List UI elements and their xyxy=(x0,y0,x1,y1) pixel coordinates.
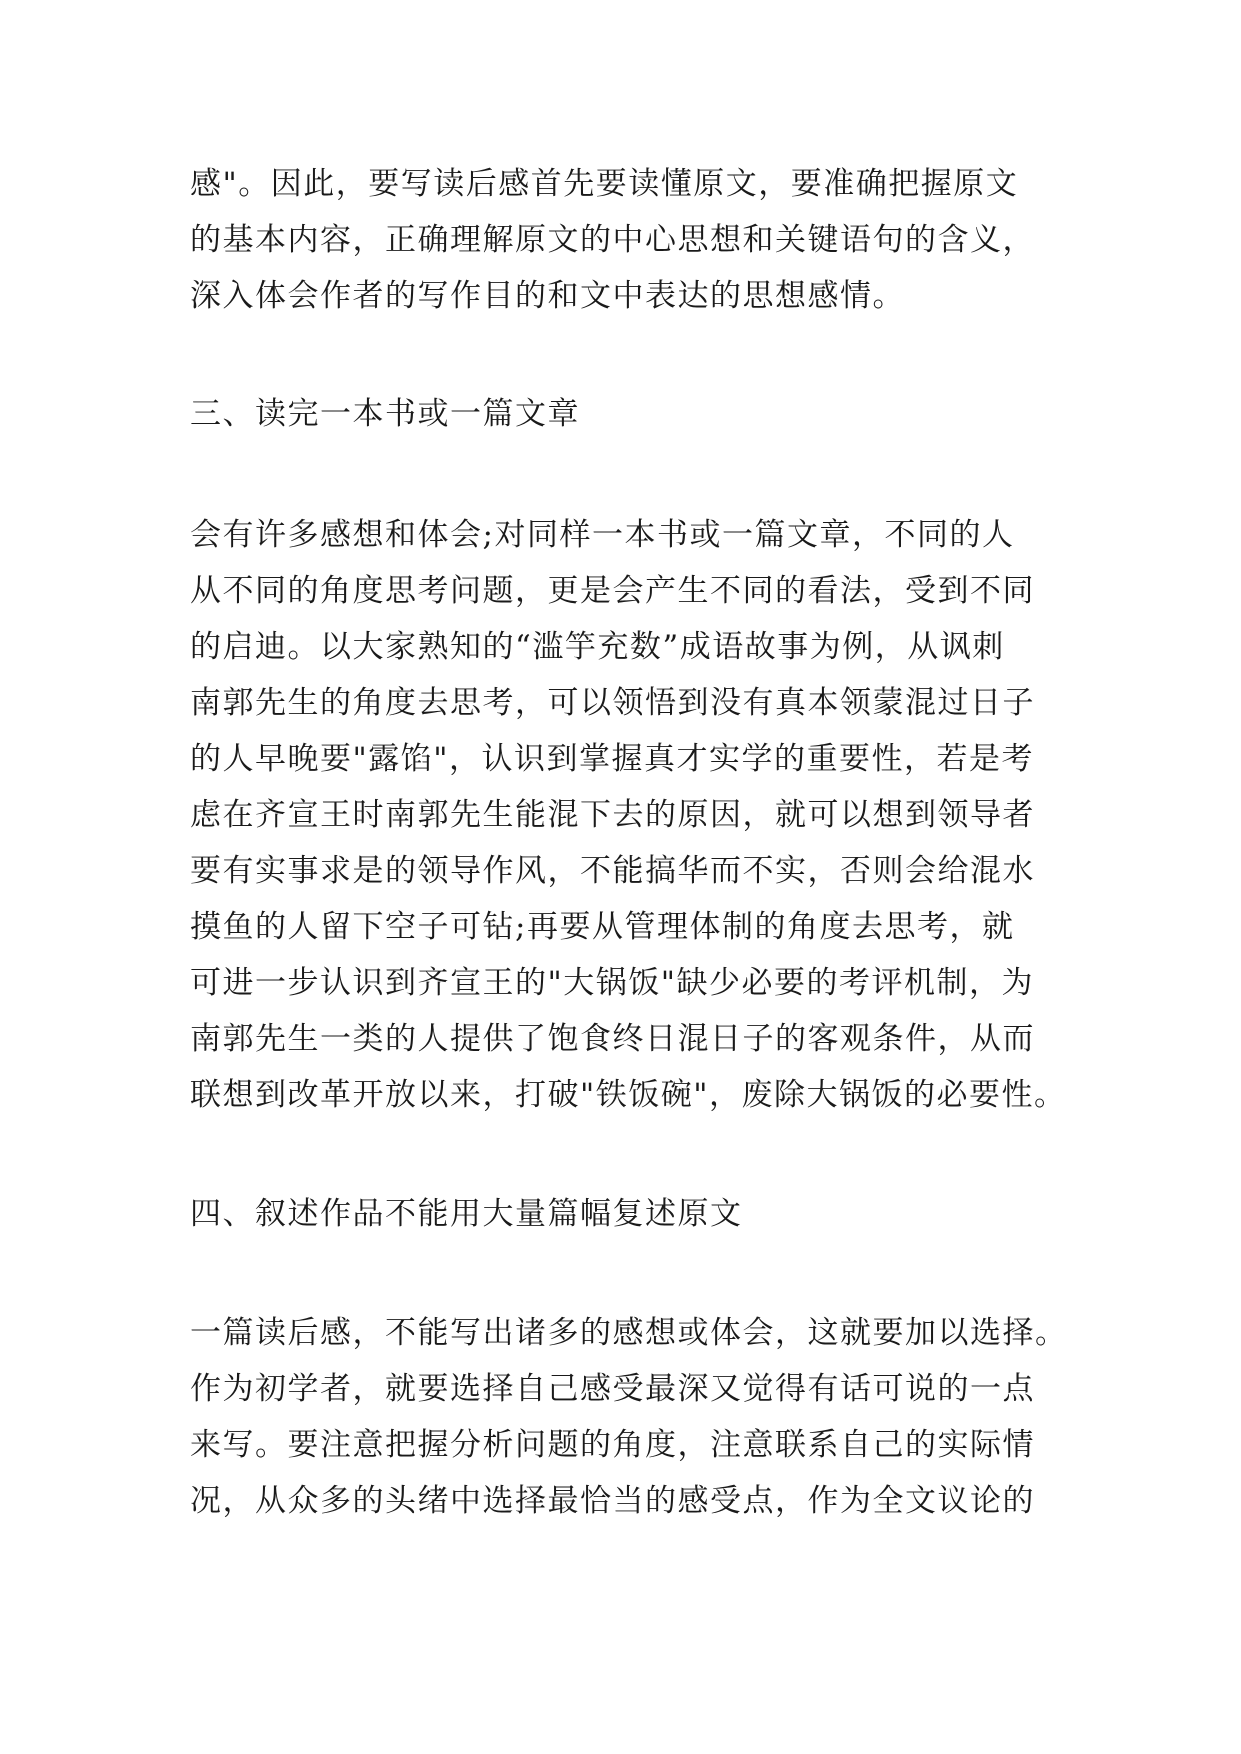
paragraph-2-line-10: 南郭先生一类的人提供了饱食终日混日子的客观条件，从而 xyxy=(190,1021,1035,1057)
paragraph-2-line-1: 会有许多感想和体会;对同样一本书或一篇文章，不同的人 xyxy=(190,517,1015,553)
paragraph-3-line-4: 况，从众多的头绪中选择最恰当的感受点，作为全文议论的 xyxy=(190,1483,1035,1519)
paragraph-1-line-1: 感"。因此，要写读后感首先要读懂原文，要准确把握原文 xyxy=(190,166,1019,202)
paragraph-2-line-6: 虑在齐宣王时南郭先生能混下去的原因，就可以想到领导者 xyxy=(190,797,1035,833)
paragraph-3-line-1: 一篇读后感，不能写出诸多的感想或体会，这就要加以选择。 xyxy=(190,1315,1068,1351)
paragraph-2-line-9: 可进一步认识到齐宣王的"大锅饭"缺少必要的考评机制，为 xyxy=(190,965,1035,1001)
paragraph-3-line-3: 来写。要注意把握分析问题的角度，注意联系自己的实际情 xyxy=(190,1427,1035,1463)
paragraph-2-line-2: 从不同的角度思考问题，更是会产生不同的看法，受到不同 xyxy=(190,573,1035,609)
paragraph-2-line-7: 要有实事求是的领导作风，不能搞华而不实，否则会给混水 xyxy=(190,853,1035,889)
paragraph-1-line-2: 的基本内容，正确理解原文的中心思想和关键语句的含义， xyxy=(190,222,1035,258)
paragraph-2-line-8: 摸鱼的人留下空子可钻;再要从管理体制的角度去思考，就 xyxy=(190,909,1015,945)
section-heading-3: 三、读完一本书或一篇文章 xyxy=(190,396,580,432)
paragraph-2-line-4: 南郭先生的角度去思考，可以领悟到没有真本领蒙混过日子 xyxy=(190,685,1035,721)
paragraph-2-line-11: 联想到改革开放以来，打破"铁饭碗"，废除大锅饭的必要性。 xyxy=(190,1077,1067,1113)
paragraph-3-line-2: 作为初学者，就要选择自己感受最深又觉得有话可说的一点 xyxy=(190,1371,1035,1407)
paragraph-1-line-3: 深入体会作者的写作目的和文中表达的思想感情。 xyxy=(190,278,905,314)
section-heading-4: 四、叙述作品不能用大量篇幅复述原文 xyxy=(190,1196,743,1232)
paragraph-2-line-3: 的启迪。以大家熟知的“滥竽充数”成语故事为例，从讽刺 xyxy=(190,629,1005,665)
paragraph-2-line-5: 的人早晚要"露馅"，认识到掌握真才实学的重要性，若是考 xyxy=(190,741,1035,777)
